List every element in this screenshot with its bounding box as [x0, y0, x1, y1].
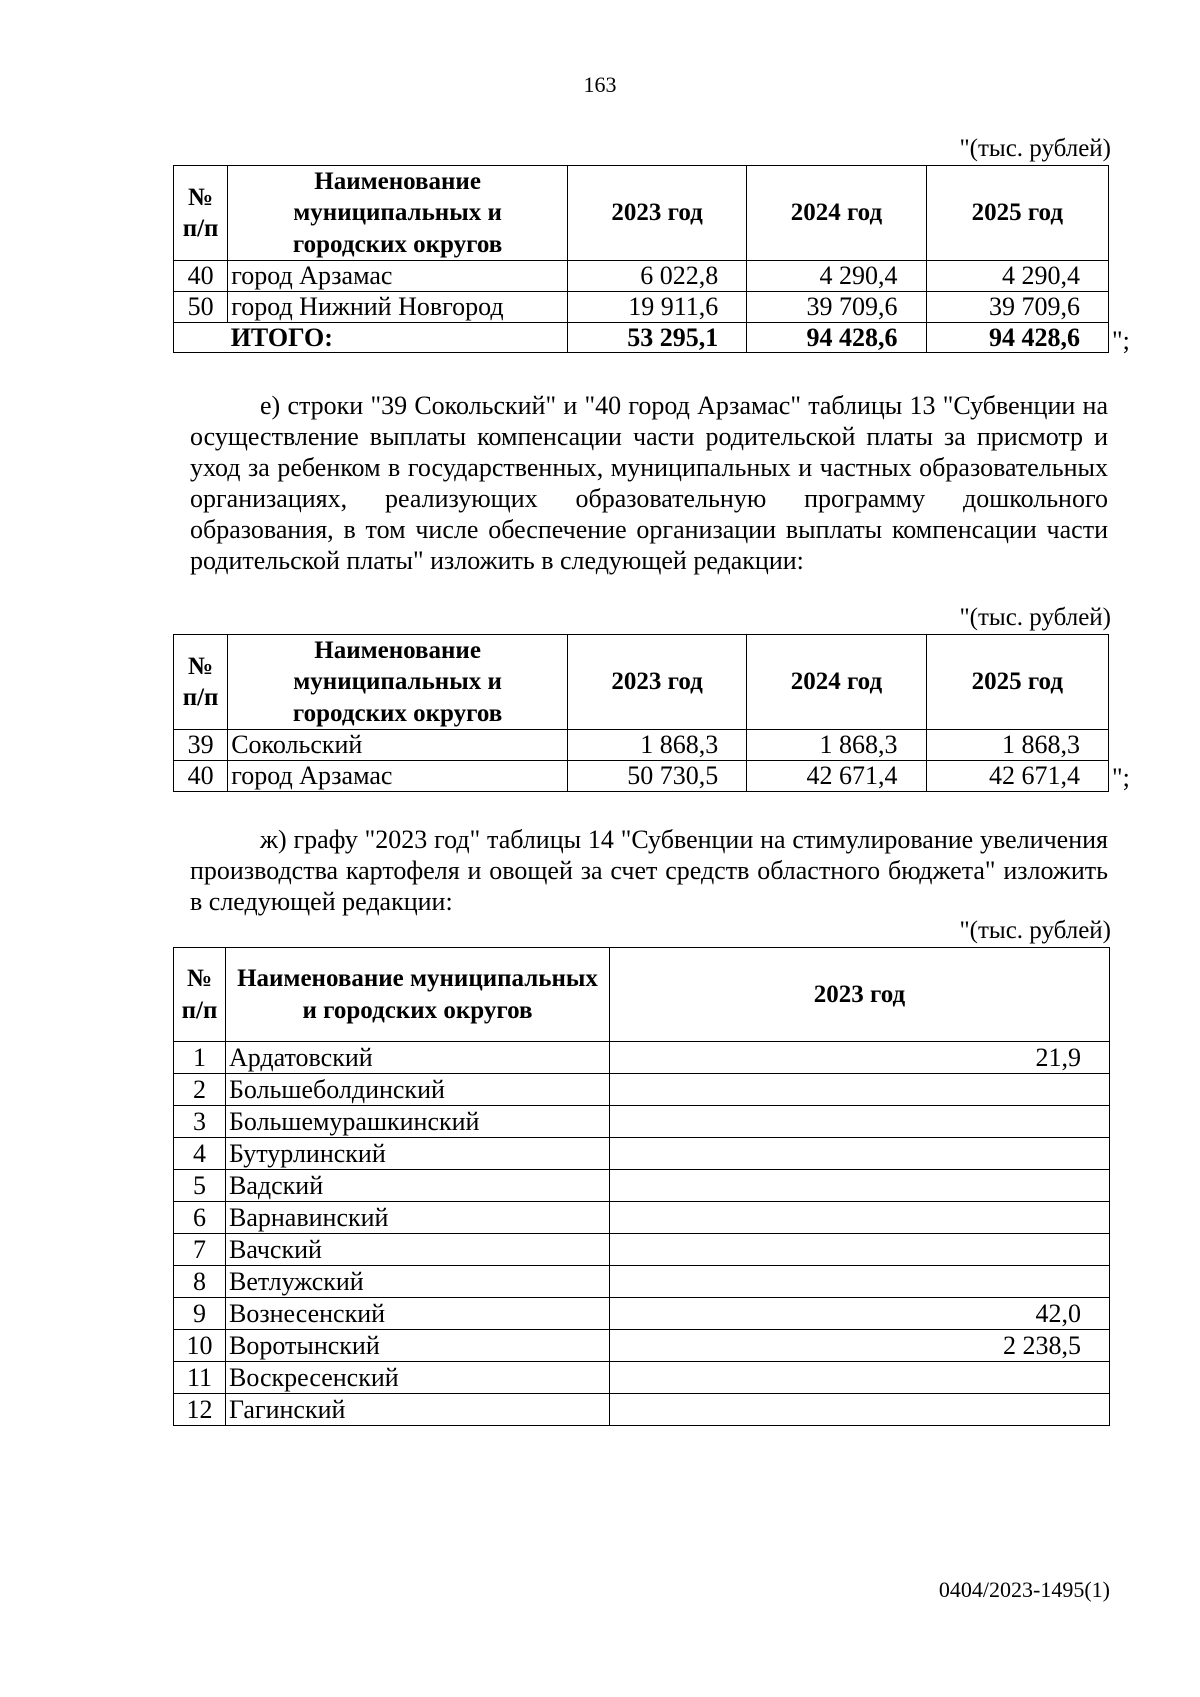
- row-num: 11: [174, 1362, 226, 1394]
- row-2023: 50 730,5: [567, 760, 746, 791]
- row-2023: [610, 1234, 1110, 1266]
- document-code: 0404/2023-1495(1): [938, 1577, 1110, 1602]
- row-name: Бутурлинский: [226, 1138, 610, 1170]
- total-num-blank: [174, 322, 228, 352]
- table-row: [174, 1266, 1110, 1298]
- row-2024: 39 709,6: [747, 291, 926, 322]
- page-number: 163: [583, 72, 617, 97]
- row-num: 4: [174, 1138, 226, 1170]
- row-2023: [610, 1170, 1110, 1202]
- table3-header-num: № п/п: [174, 948, 226, 1042]
- total-2023: 53 295,1: [567, 322, 746, 352]
- total-2025: 94 428,6: [926, 322, 1108, 352]
- row-num: 6: [174, 1202, 226, 1234]
- table-row: [174, 1298, 1110, 1330]
- row-name: Воскресенский: [226, 1362, 610, 1394]
- table3-unit-label: "(тыс. рублей): [959, 917, 1111, 944]
- table-row: [174, 1138, 1110, 1170]
- table2-header-row: [174, 635, 1109, 730]
- table1-header-row: [174, 166, 1109, 261]
- table2-header-2025: 2025 год: [926, 635, 1108, 730]
- table2-header-num: № п/п: [174, 635, 228, 730]
- row-2023: [610, 1106, 1110, 1138]
- row-num: 39: [174, 729, 228, 760]
- row-2023: [610, 1266, 1110, 1298]
- table-row: [174, 1042, 1110, 1074]
- row-2023: [610, 1074, 1110, 1106]
- row-2023: [610, 1362, 1110, 1394]
- row-num: 8: [174, 1266, 226, 1298]
- paragraph-zh: ж) графу "2023 год" таблицы 14 "Субвенции на стимулирование увеличения производства картофеля и овощей за счет средств областного бюджета" изложить в следующей редакции:: [190, 825, 1108, 916]
- row-num: 40: [174, 760, 228, 791]
- row-num: 50: [174, 291, 228, 322]
- row-num: 2: [174, 1074, 226, 1106]
- row-name: Варнавинский: [226, 1202, 610, 1234]
- paragraph-e: е) строки "39 Сокольский" и "40 город Арзамас" таблицы 13 "Субвенции на осуществление выплаты компенсации части родительской платы за присмотр и уход за ребенком в государственных, муниципальных и частных образовательных организациях, реализующих образовательную программу дошкольного образования, в том числе обеспечение организации выплаты компенсации части родительской платы" изложить в следующей редакции:: [190, 391, 1108, 575]
- table1-header-2023: 2023 год: [567, 166, 746, 261]
- row-2025: 1 868,3: [926, 729, 1108, 760]
- table3-header-row: [174, 948, 1110, 1042]
- table2: [173, 634, 1109, 792]
- table-row: [174, 729, 1109, 760]
- table-row: [174, 1330, 1110, 1362]
- row-num: 10: [174, 1330, 226, 1362]
- row-2024: 1 868,3: [747, 729, 926, 760]
- table2-closing-quote: ";: [1112, 763, 1130, 792]
- row-num: 5: [174, 1170, 226, 1202]
- table1-closing-quote: ";: [1112, 326, 1130, 355]
- row-name: Сокольский: [228, 729, 568, 760]
- table3: [173, 947, 1110, 1426]
- row-2023: 21,9: [610, 1042, 1110, 1074]
- row-2023: 6 022,8: [567, 260, 746, 291]
- row-name: Воротынский: [226, 1330, 610, 1362]
- row-2023: 19 911,6: [567, 291, 746, 322]
- row-2024: 42 671,4: [747, 760, 926, 791]
- row-num: 3: [174, 1106, 226, 1138]
- row-name: Гагинский: [226, 1394, 610, 1426]
- table1: [173, 165, 1109, 353]
- row-name: Ветлужский: [226, 1266, 610, 1298]
- table3-header-2023: 2023 год: [610, 948, 1110, 1042]
- row-name: Большеболдинский: [226, 1074, 610, 1106]
- table-row: [174, 1074, 1110, 1106]
- row-name: город Нижний Новгород: [228, 291, 568, 322]
- row-name: Большемурашкинский: [226, 1106, 610, 1138]
- row-num: 12: [174, 1394, 226, 1426]
- row-num: 40: [174, 260, 228, 291]
- table1-header-2024: 2024 год: [747, 166, 926, 261]
- table1-header-2025: 2025 год: [926, 166, 1108, 261]
- row-name: Вачский: [226, 1234, 610, 1266]
- table-row: [174, 1234, 1110, 1266]
- row-name: город Арзамас: [228, 260, 568, 291]
- row-name: Ардатовский: [226, 1042, 610, 1074]
- table3-header-name: Наименование муниципальных и городских округов: [226, 948, 610, 1042]
- table-row: [174, 1394, 1110, 1426]
- table2-unit-label: "(тыс. рублей): [959, 604, 1111, 631]
- table2-header-2024: 2024 год: [747, 635, 926, 730]
- table1-header-name: Наименование муниципальных и городских округов: [228, 166, 568, 261]
- row-num: 9: [174, 1298, 226, 1330]
- row-2025: 4 290,4: [926, 260, 1108, 291]
- table-row: [174, 291, 1109, 322]
- row-2023: 2 238,5: [610, 1330, 1110, 1362]
- total-2024: 94 428,6: [747, 322, 926, 352]
- table-row: [174, 1170, 1110, 1202]
- row-name: город Арзамас: [228, 760, 568, 791]
- table1-unit-label: "(тыс. рублей): [959, 135, 1111, 162]
- table-row: [174, 1362, 1110, 1394]
- row-name: Вадский: [226, 1170, 610, 1202]
- row-2023: [610, 1138, 1110, 1170]
- row-2024: 4 290,4: [747, 260, 926, 291]
- table-row: [174, 1106, 1110, 1138]
- row-2023: 1 868,3: [567, 729, 746, 760]
- row-num: 7: [174, 1234, 226, 1266]
- total-label: ИТОГО:: [228, 322, 568, 352]
- table-row: [174, 760, 1109, 791]
- row-num: 1: [174, 1042, 226, 1074]
- table2-header-name: Наименование муниципальных и городских округов: [228, 635, 568, 730]
- table1-header-num: № п/п: [174, 166, 228, 261]
- table1-total-row: [174, 322, 1109, 352]
- row-2023: 42,0: [610, 1298, 1110, 1330]
- table2-header-2023: 2023 год: [567, 635, 746, 730]
- row-2025: 39 709,6: [926, 291, 1108, 322]
- row-name: Вознесенский: [226, 1298, 610, 1330]
- row-2025: 42 671,4: [926, 760, 1108, 791]
- table-row: [174, 1202, 1110, 1234]
- table-row: [174, 260, 1109, 291]
- row-2023: [610, 1202, 1110, 1234]
- row-2023: [610, 1394, 1110, 1426]
